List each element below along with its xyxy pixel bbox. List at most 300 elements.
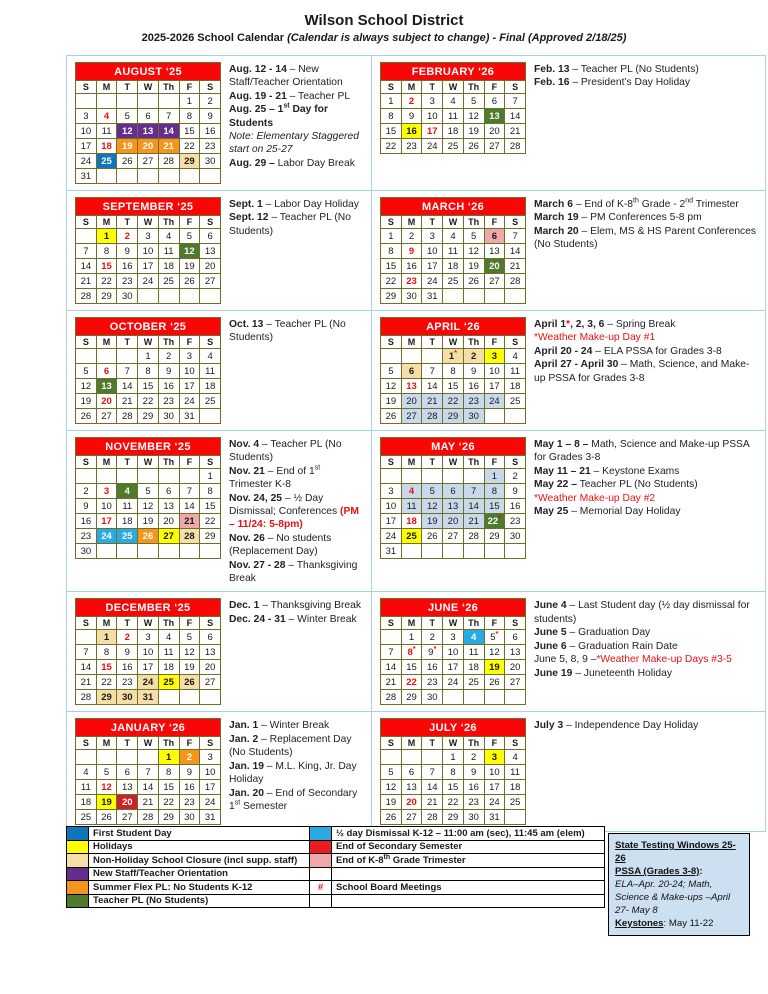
text-segment: Grade Trimester xyxy=(390,854,466,866)
day-number: 1 xyxy=(388,230,394,242)
day-cell xyxy=(463,379,484,394)
day-cell xyxy=(117,675,138,690)
day-cell xyxy=(463,124,484,139)
day-number: 22 xyxy=(447,395,459,407)
note-line xyxy=(229,157,365,170)
day-cell xyxy=(200,409,221,424)
day-number: 7 xyxy=(429,365,435,377)
week-row xyxy=(381,364,526,379)
day-cell xyxy=(117,169,138,184)
legend-label-text: Summer Flex PL: No Students K-12 xyxy=(93,881,253,893)
month-row xyxy=(67,592,765,712)
day-cell xyxy=(96,484,117,499)
month-calendar-may-26 xyxy=(380,437,526,585)
day-cell xyxy=(200,244,221,259)
day-number: 6 xyxy=(166,485,172,497)
legend-label xyxy=(332,827,605,841)
day-cell xyxy=(484,795,505,810)
day-number: 3 xyxy=(429,95,435,107)
day-cell xyxy=(422,274,443,289)
day-number: 20 xyxy=(509,661,521,673)
day-cell xyxy=(422,379,443,394)
day-cell xyxy=(138,409,159,424)
day-cell xyxy=(484,690,505,705)
text-segment: Aug. 29 – xyxy=(229,157,275,169)
month-table-november-25 xyxy=(75,437,221,559)
week-row xyxy=(381,645,526,660)
week-row xyxy=(381,810,526,825)
text-segment: – ELA PSSA for Grades 3-8 xyxy=(592,345,722,357)
day-number: 2 xyxy=(124,230,130,242)
day-cell xyxy=(138,274,159,289)
note-line xyxy=(229,318,365,345)
weekday-header: F xyxy=(179,617,200,630)
day-cell xyxy=(505,810,526,825)
day-cell xyxy=(463,499,484,514)
weekday-header: F xyxy=(484,737,505,750)
day-number: 14 xyxy=(163,125,174,137)
day-cell xyxy=(96,529,117,544)
day-cell xyxy=(96,379,117,394)
day-cell xyxy=(76,499,97,514)
text-segment: – Thanksgiving Break xyxy=(259,600,362,612)
weekday-header: F xyxy=(179,456,200,469)
legend-row xyxy=(67,894,605,908)
day-cell xyxy=(138,514,159,529)
weekday-header: S xyxy=(200,456,221,469)
day-number: 11 xyxy=(510,766,521,778)
week-row xyxy=(76,645,221,660)
day-cell xyxy=(484,229,505,244)
day-number: 1 xyxy=(145,350,151,362)
day-cell xyxy=(158,630,179,645)
day-cell xyxy=(381,660,402,675)
weekday-header: T xyxy=(117,456,138,469)
day-cell xyxy=(443,259,464,274)
weekday-header: S xyxy=(505,456,526,469)
note-line xyxy=(229,465,365,492)
day-cell xyxy=(200,484,221,499)
day-number: 13 xyxy=(121,781,133,793)
day-cell xyxy=(138,229,159,244)
note-line xyxy=(534,505,759,518)
day-number: 9 xyxy=(186,766,193,778)
day-cell xyxy=(505,750,526,765)
day-number: 17 xyxy=(204,781,216,793)
text-segment: End of K-8 xyxy=(336,854,384,866)
day-cell xyxy=(158,259,179,274)
text-segment: – Teacher PL xyxy=(286,90,351,102)
subtitle-italic: (Calendar is always subject to change) - Final (Approved 2/18/25) xyxy=(287,32,627,44)
day-number: 21 xyxy=(184,515,195,527)
day-number: 28 xyxy=(509,140,521,152)
text-segment: th xyxy=(633,197,639,205)
day-number: 29 xyxy=(142,410,154,422)
week-row xyxy=(381,514,526,529)
day-cell xyxy=(117,154,138,169)
day-cell xyxy=(96,139,117,154)
day-cell xyxy=(422,289,443,304)
day-cell xyxy=(422,394,443,409)
day-cell xyxy=(401,379,422,394)
note-line xyxy=(534,63,759,76)
day-cell xyxy=(76,780,97,795)
day-cell xyxy=(443,394,464,409)
day-number: 30 xyxy=(204,155,216,167)
day-number: 2 xyxy=(186,751,193,763)
day-number: 10 xyxy=(80,125,92,137)
weekday-header: F xyxy=(179,737,200,750)
day-cell xyxy=(505,544,526,559)
weekday-header: Th xyxy=(463,737,484,750)
day-cell xyxy=(505,484,526,499)
day-cell xyxy=(484,675,505,690)
day-cell xyxy=(76,379,97,394)
day-number: 27 xyxy=(121,811,133,823)
day-cell xyxy=(76,750,97,765)
legend-row xyxy=(67,854,605,868)
day-cell xyxy=(158,244,179,259)
legend-label-text: New Staff/Teacher Orientation xyxy=(93,868,228,880)
day-cell xyxy=(463,229,484,244)
day-cell xyxy=(381,795,402,810)
day-number: 8 xyxy=(388,245,394,257)
day-cell xyxy=(422,795,443,810)
day-cell xyxy=(401,675,422,690)
weekday-header: F xyxy=(484,336,505,349)
text-segment: – Winter Break xyxy=(285,613,357,625)
day-cell xyxy=(505,765,526,780)
day-number: 12 xyxy=(101,781,112,793)
day-cell xyxy=(443,750,464,765)
note-line xyxy=(534,640,759,653)
month-title: AUGUST ‘25 xyxy=(76,63,221,81)
month-table-october-25 xyxy=(75,317,221,424)
day-cell xyxy=(484,544,505,559)
day-cell xyxy=(422,244,443,259)
day-number: 11 xyxy=(163,646,174,658)
day-cell xyxy=(463,259,484,274)
day-cell xyxy=(138,124,159,139)
day-cell xyxy=(117,690,138,705)
text-segment: April 20 - 24 xyxy=(534,345,593,357)
text-segment: – Independence Day Holiday xyxy=(563,720,699,732)
day-cell xyxy=(401,484,422,499)
page-title: Wilson School District xyxy=(304,12,464,29)
day-number: 1 xyxy=(186,95,193,107)
day-cell xyxy=(117,810,138,825)
day-cell xyxy=(401,124,422,139)
text-segment: Nov. 4 xyxy=(229,439,260,450)
day-cell xyxy=(463,364,484,379)
day-cell xyxy=(96,780,117,795)
day-number: 24 xyxy=(489,796,500,808)
day-number: 7 xyxy=(471,485,477,497)
day-cell xyxy=(179,484,200,499)
week-row xyxy=(76,469,221,484)
day-number: 2 xyxy=(471,751,477,763)
day-number: 1 xyxy=(448,350,455,362)
day-cell xyxy=(138,244,159,259)
day-number: 25 xyxy=(163,275,174,287)
day-cell xyxy=(401,94,422,109)
day-cell xyxy=(117,795,138,810)
day-cell xyxy=(422,364,443,379)
text-segment: May 22 – xyxy=(534,479,577,491)
testing-box-line xyxy=(615,839,743,865)
day-number: 19 xyxy=(80,395,92,407)
day-cell xyxy=(138,394,159,409)
day-cell xyxy=(76,349,97,364)
day-cell xyxy=(401,244,422,259)
day-cell xyxy=(484,259,505,274)
day-cell xyxy=(96,259,117,274)
note-line xyxy=(534,465,759,478)
weekday-header: W xyxy=(443,737,464,750)
month-notes xyxy=(534,197,761,304)
day-number: 14 xyxy=(142,781,154,793)
day-number: 18 xyxy=(406,515,417,527)
month-calendar-october-25 xyxy=(75,317,221,424)
day-cell xyxy=(401,409,422,424)
day-number: 3 xyxy=(491,751,498,763)
day-number: 28 xyxy=(385,691,397,703)
day-cell xyxy=(484,484,505,499)
day-number: 25 xyxy=(509,395,521,407)
day-cell xyxy=(200,394,221,409)
day-cell xyxy=(138,660,159,675)
day-number: 2 xyxy=(408,95,415,107)
text-segment: * xyxy=(566,319,571,330)
day-cell xyxy=(401,394,422,409)
legend-label xyxy=(89,840,310,854)
day-number: 5 xyxy=(471,230,477,242)
day-number: 29 xyxy=(447,410,459,422)
text-segment: – Teacher PL (No Students) xyxy=(569,64,699,75)
legend-color-swatch xyxy=(67,867,89,881)
day-cell xyxy=(381,109,402,124)
testing-box-line xyxy=(615,865,743,878)
month-title: MARCH ‘26 xyxy=(381,198,526,216)
day-cell xyxy=(179,529,200,544)
day-cell xyxy=(381,765,402,780)
day-cell xyxy=(117,645,138,660)
month-calendar-september-25 xyxy=(75,197,221,304)
testing-box-line xyxy=(615,878,743,917)
day-number: 1 xyxy=(388,95,394,107)
day-number: 16 xyxy=(406,125,417,137)
month-notes xyxy=(229,718,367,825)
day-number: 29 xyxy=(489,530,500,542)
day-cell xyxy=(158,274,179,289)
day-cell xyxy=(96,795,117,810)
day-number: 6 xyxy=(103,365,110,377)
text-segment: – Teacher PL (No Students) xyxy=(229,439,342,464)
day-cell xyxy=(200,289,221,304)
week-row xyxy=(381,394,526,409)
day-number: 3 xyxy=(186,350,193,362)
day-cell xyxy=(158,780,179,795)
weather-makeup-asterisk: * xyxy=(495,629,499,638)
weekday-header: W xyxy=(443,216,464,229)
month-notes xyxy=(534,317,761,424)
day-cell xyxy=(200,364,221,379)
day-cell xyxy=(117,274,138,289)
legend-row xyxy=(67,827,605,841)
day-number: 30 xyxy=(121,290,133,302)
day-cell xyxy=(381,259,402,274)
day-number: 27 xyxy=(204,676,216,688)
day-cell xyxy=(463,690,484,705)
day-number: 27 xyxy=(489,140,500,152)
day-cell xyxy=(381,630,402,645)
text-segment: – M.L. King, Jr. Day Holiday xyxy=(229,760,357,786)
text-segment: Grade - 2 xyxy=(638,199,686,210)
weekday-header: Th xyxy=(463,216,484,229)
week-row xyxy=(76,244,221,259)
text-segment: – Elem, MS & HS Parent Conferences (No Students) xyxy=(534,225,757,251)
day-cell xyxy=(76,124,97,139)
day-number: 11 xyxy=(406,500,417,512)
day-cell xyxy=(138,139,159,154)
month-calendar-march-26 xyxy=(380,197,526,304)
day-cell xyxy=(381,394,402,409)
day-number: 20 xyxy=(163,515,174,527)
calendar-grid xyxy=(66,55,766,832)
day-cell xyxy=(422,499,443,514)
text-segment: – Teacher PL (No Students) xyxy=(229,212,351,237)
day-number: 19 xyxy=(426,515,438,527)
day-cell xyxy=(138,810,159,825)
text-segment: June 5, 8, 9 – xyxy=(534,654,597,666)
day-number: 23 xyxy=(121,676,133,688)
day-cell xyxy=(179,139,200,154)
day-number: 2 xyxy=(408,230,415,242)
weekday-header: W xyxy=(138,737,159,750)
weather-makeup-asterisk: * xyxy=(498,513,502,522)
day-cell xyxy=(158,289,179,304)
day-number: 26 xyxy=(142,530,154,542)
day-number: 23 xyxy=(509,515,521,527)
day-cell xyxy=(158,544,179,559)
board-meeting-symbol: # xyxy=(310,881,332,895)
day-number: 16 xyxy=(163,380,174,392)
day-cell xyxy=(381,379,402,394)
day-number: 14 xyxy=(80,661,92,673)
day-number: 11 xyxy=(510,365,521,377)
day-number: 13 xyxy=(204,646,216,658)
day-number: 8 xyxy=(186,110,193,122)
day-cell xyxy=(484,810,505,825)
day-number: 19 xyxy=(385,395,397,407)
day-number: 16 xyxy=(121,661,133,673)
day-number: 4 xyxy=(166,230,172,242)
day-number: 5 xyxy=(145,485,151,497)
note-line xyxy=(534,492,759,505)
month-row xyxy=(67,712,765,831)
week-row xyxy=(381,259,526,274)
weekday-header-row xyxy=(76,617,221,630)
day-cell xyxy=(401,229,422,244)
text-segment: st xyxy=(234,799,241,807)
day-number: 7 xyxy=(145,766,151,778)
day-cell xyxy=(401,529,422,544)
day-number: 15 xyxy=(101,661,112,673)
weekday-header: M xyxy=(96,456,117,469)
day-cell xyxy=(484,630,505,645)
day-cell xyxy=(443,780,464,795)
note-line xyxy=(534,225,759,252)
day-cell xyxy=(138,675,159,690)
day-number: 3 xyxy=(83,110,89,122)
day-cell xyxy=(76,630,97,645)
week-row xyxy=(381,94,526,109)
day-number: 16 xyxy=(509,500,521,512)
text-segment: March 20 xyxy=(534,225,579,237)
day-cell xyxy=(381,690,402,705)
day-cell xyxy=(401,499,422,514)
day-number: 31 xyxy=(385,545,397,557)
day-number: 13 xyxy=(489,245,500,257)
text-segment: – End of K-8 xyxy=(572,199,634,210)
day-cell xyxy=(200,499,221,514)
text-segment: Feb. 16 xyxy=(534,77,570,89)
note-line xyxy=(534,331,759,344)
day-number: 19 xyxy=(121,140,133,152)
day-number: 22 xyxy=(487,515,499,527)
day-cell xyxy=(117,780,138,795)
day-cell xyxy=(117,259,138,274)
day-number: 2 xyxy=(124,631,130,643)
note-line xyxy=(534,198,759,211)
text-segment: July 3 xyxy=(534,720,564,732)
weekday-header: Th xyxy=(463,456,484,469)
day-number: 18 xyxy=(163,661,174,673)
month-title: APRIL ‘26 xyxy=(381,318,526,336)
day-number: 9 xyxy=(471,365,477,377)
day-number: 9 xyxy=(207,110,213,122)
weekday-header: M xyxy=(401,81,422,94)
day-cell xyxy=(117,484,138,499)
weekday-header: T xyxy=(422,737,443,750)
day-cell xyxy=(96,154,117,169)
day-cell xyxy=(401,274,422,289)
text-segment: – ½ Day Dismissal; Conferences xyxy=(229,492,341,518)
text-segment: Day for Students xyxy=(229,104,328,129)
text-segment: : xyxy=(699,866,703,877)
week-row xyxy=(76,124,221,139)
text-segment: – PM Conferences 5-8 pm xyxy=(578,212,702,224)
month-block xyxy=(67,56,372,190)
day-cell xyxy=(138,544,159,559)
weekday-header: S xyxy=(381,81,402,94)
legend-color-swatch xyxy=(310,854,332,868)
month-title: SEPTEMBER ‘25 xyxy=(76,198,221,216)
day-cell xyxy=(422,660,443,675)
month-table-april-26 xyxy=(380,317,526,424)
day-number: 4 xyxy=(124,485,130,497)
day-number: 8 xyxy=(388,110,394,122)
day-number: 12 xyxy=(121,125,133,137)
day-number: 22 xyxy=(101,275,112,287)
day-number: 25 xyxy=(101,155,112,167)
day-cell xyxy=(463,765,484,780)
text-segment: – Teacher PL (No Students) xyxy=(229,319,346,344)
weekday-header: S xyxy=(505,617,526,630)
day-cell xyxy=(505,394,526,409)
day-number: 21 xyxy=(121,395,133,407)
day-cell xyxy=(96,109,117,124)
